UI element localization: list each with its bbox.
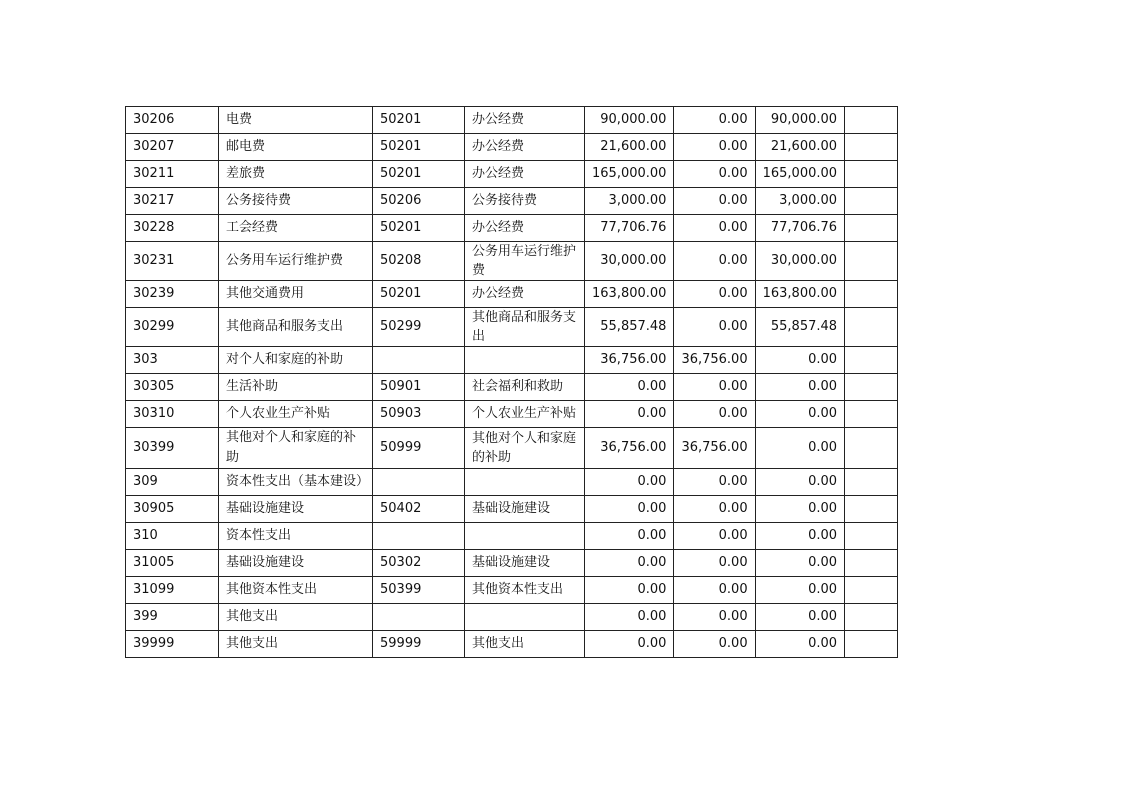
table-row (126, 577, 898, 604)
economic-class-code-cell: 30299 (126, 308, 219, 347)
economic-class-code-cell: 30206 (126, 107, 219, 134)
basic-expenditure-cell: 0.00 (674, 107, 755, 134)
total-amount-cell: 0.00 (585, 631, 674, 658)
gov-class-code-cell: 50201 (373, 215, 465, 242)
economic-class-name-cell: 对个人和家庭的补助 (219, 347, 373, 374)
economic-class-name-cell: 电费 (219, 107, 373, 134)
total-amount-cell: 21,600.00 (585, 134, 674, 161)
project-expenditure-cell: 0.00 (755, 428, 844, 469)
total-amount-cell: 163,800.00 (585, 281, 674, 308)
basic-expenditure-cell: 0.00 (674, 308, 755, 347)
basic-expenditure-cell: 0.00 (674, 523, 755, 550)
basic-expenditure-cell: 0.00 (674, 469, 755, 496)
basic-expenditure-cell: 0.00 (674, 550, 755, 577)
gov-class-name-cell: 办公经费 (465, 161, 585, 188)
project-expenditure-cell: 3,000.00 (755, 188, 844, 215)
blank-cell (845, 496, 898, 523)
total-amount-cell: 0.00 (585, 604, 674, 631)
project-expenditure-cell: 90,000.00 (755, 107, 844, 134)
economic-class-code-cell: 399 (126, 604, 219, 631)
basic-expenditure-cell: 0.00 (674, 242, 755, 281)
table-row (126, 215, 898, 242)
table-row (126, 347, 898, 374)
table-row (126, 188, 898, 215)
project-expenditure-cell: 165,000.00 (755, 161, 844, 188)
total-amount-cell: 36,756.00 (585, 428, 674, 469)
economic-class-name-cell: 其他商品和服务支出 (219, 308, 373, 347)
table-row (126, 308, 898, 347)
gov-class-code-cell: 50201 (373, 107, 465, 134)
blank-cell (845, 577, 898, 604)
gov-class-name-cell: 其他支出 (465, 631, 585, 658)
basic-expenditure-cell: 0.00 (674, 374, 755, 401)
project-expenditure-cell: 0.00 (755, 347, 844, 374)
economic-class-name-cell: 差旅费 (219, 161, 373, 188)
economic-class-code-cell: 30217 (126, 188, 219, 215)
basic-expenditure-cell: 0.00 (674, 604, 755, 631)
table-row (126, 161, 898, 188)
gov-class-name-cell: 其他资本性支出 (465, 577, 585, 604)
economic-class-code-cell: 39999 (126, 631, 219, 658)
table-row (126, 631, 898, 658)
gov-class-name-cell (465, 469, 585, 496)
basic-expenditure-cell: 0.00 (674, 215, 755, 242)
gov-class-name-cell: 基础设施建设 (465, 496, 585, 523)
gov-class-code-cell: 50201 (373, 281, 465, 308)
gov-class-name-cell: 办公经费 (465, 281, 585, 308)
basic-expenditure-cell: 0.00 (674, 281, 755, 308)
project-expenditure-cell: 77,706.76 (755, 215, 844, 242)
economic-class-name-cell: 其他支出 (219, 604, 373, 631)
basic-expenditure-cell: 0.00 (674, 134, 755, 161)
gov-class-code-cell: 50201 (373, 134, 465, 161)
economic-class-code-cell: 31005 (126, 550, 219, 577)
total-amount-cell: 3,000.00 (585, 188, 674, 215)
total-amount-cell: 30,000.00 (585, 242, 674, 281)
economic-class-code-cell: 30305 (126, 374, 219, 401)
project-expenditure-cell: 30,000.00 (755, 242, 844, 281)
total-amount-cell: 165,000.00 (585, 161, 674, 188)
gov-class-code-cell: 50901 (373, 374, 465, 401)
gov-class-name-cell: 办公经费 (465, 134, 585, 161)
blank-cell (845, 107, 898, 134)
gov-class-name-cell: 公务用车运行维护费 (465, 242, 585, 281)
economic-class-code-cell: 30399 (126, 428, 219, 469)
table-row (126, 107, 898, 134)
total-amount-cell: 0.00 (585, 401, 674, 428)
gov-class-code-cell: 50201 (373, 161, 465, 188)
gov-class-name-cell: 个人农业生产补贴 (465, 401, 585, 428)
blank-cell (845, 188, 898, 215)
table-row (126, 401, 898, 428)
gov-class-name-cell: 办公经费 (465, 107, 585, 134)
table-row (126, 523, 898, 550)
total-amount-cell: 0.00 (585, 550, 674, 577)
economic-class-code-cell: 30211 (126, 161, 219, 188)
gov-class-code-cell (373, 523, 465, 550)
blank-cell (845, 374, 898, 401)
table-row (126, 604, 898, 631)
blank-cell (845, 215, 898, 242)
economic-class-name-cell: 生活补助 (219, 374, 373, 401)
gov-class-name-cell (465, 347, 585, 374)
project-expenditure-cell: 0.00 (755, 496, 844, 523)
table-row (126, 550, 898, 577)
gov-class-code-cell (373, 469, 465, 496)
total-amount-cell: 36,756.00 (585, 347, 674, 374)
total-amount-cell: 90,000.00 (585, 107, 674, 134)
basic-expenditure-cell: 0.00 (674, 188, 755, 215)
blank-cell (845, 134, 898, 161)
gov-class-code-cell: 50402 (373, 496, 465, 523)
blank-cell (845, 401, 898, 428)
economic-class-name-cell: 公务接待费 (219, 188, 373, 215)
economic-class-name-cell: 其他资本性支出 (219, 577, 373, 604)
project-expenditure-cell: 0.00 (755, 374, 844, 401)
economic-class-name-cell: 工会经费 (219, 215, 373, 242)
project-expenditure-cell: 163,800.00 (755, 281, 844, 308)
economic-class-code-cell: 30207 (126, 134, 219, 161)
gov-class-code-cell: 50299 (373, 308, 465, 347)
economic-class-name-cell: 其他对个人和家庭的补助 (219, 428, 373, 469)
basic-expenditure-cell: 0.00 (674, 496, 755, 523)
economic-class-code-cell: 30228 (126, 215, 219, 242)
table-row (126, 428, 898, 469)
gov-class-code-cell: 50206 (373, 188, 465, 215)
gov-class-name-cell: 基础设施建设 (465, 550, 585, 577)
blank-cell (845, 347, 898, 374)
blank-cell (845, 604, 898, 631)
blank-cell (845, 523, 898, 550)
project-expenditure-cell: 0.00 (755, 523, 844, 550)
project-expenditure-cell: 0.00 (755, 604, 844, 631)
gov-class-code-cell (373, 604, 465, 631)
project-expenditure-cell: 0.00 (755, 469, 844, 496)
basic-expenditure-cell: 36,756.00 (674, 347, 755, 374)
gov-class-code-cell: 50208 (373, 242, 465, 281)
total-amount-cell: 0.00 (585, 374, 674, 401)
economic-class-code-cell: 30905 (126, 496, 219, 523)
economic-class-code-cell: 30231 (126, 242, 219, 281)
gov-class-name-cell: 办公经费 (465, 215, 585, 242)
blank-cell (845, 469, 898, 496)
gov-class-name-cell: 其他商品和服务支出 (465, 308, 585, 347)
gov-class-code-cell: 50903 (373, 401, 465, 428)
blank-cell (845, 631, 898, 658)
economic-class-code-cell: 303 (126, 347, 219, 374)
table-row (126, 496, 898, 523)
economic-class-name-cell: 个人农业生产补贴 (219, 401, 373, 428)
table-row (126, 374, 898, 401)
gov-class-name-cell: 公务接待费 (465, 188, 585, 215)
economic-class-name-cell: 基础设施建设 (219, 550, 373, 577)
gov-class-code-cell: 59999 (373, 631, 465, 658)
gov-class-name-cell: 其他对个人和家庭的补助 (465, 428, 585, 469)
project-expenditure-cell: 0.00 (755, 631, 844, 658)
economic-class-name-cell: 邮电费 (219, 134, 373, 161)
basic-expenditure-cell: 0.00 (674, 631, 755, 658)
basic-expenditure-cell: 36,756.00 (674, 428, 755, 469)
project-expenditure-cell: 0.00 (755, 577, 844, 604)
project-expenditure-cell: 0.00 (755, 550, 844, 577)
blank-cell (845, 242, 898, 281)
blank-cell (845, 428, 898, 469)
table-row (126, 281, 898, 308)
basic-expenditure-cell: 0.00 (674, 401, 755, 428)
economic-class-name-cell: 公务用车运行维护费 (219, 242, 373, 281)
total-amount-cell: 55,857.48 (585, 308, 674, 347)
total-amount-cell: 0.00 (585, 469, 674, 496)
economic-class-name-cell: 其他交通费用 (219, 281, 373, 308)
project-expenditure-cell: 0.00 (755, 401, 844, 428)
budget-expenditure-table (125, 106, 898, 658)
project-expenditure-cell: 55,857.48 (755, 308, 844, 347)
total-amount-cell: 0.00 (585, 523, 674, 550)
gov-class-code-cell: 50302 (373, 550, 465, 577)
total-amount-cell: 0.00 (585, 496, 674, 523)
table-row (126, 134, 898, 161)
blank-cell (845, 550, 898, 577)
basic-expenditure-cell: 0.00 (674, 161, 755, 188)
total-amount-cell: 0.00 (585, 577, 674, 604)
economic-class-name-cell: 资本性支出 (219, 523, 373, 550)
table-row (126, 469, 898, 496)
economic-class-code-cell: 30239 (126, 281, 219, 308)
basic-expenditure-cell: 0.00 (674, 577, 755, 604)
table-body (126, 107, 898, 658)
gov-class-code-cell: 50399 (373, 577, 465, 604)
economic-class-name-cell: 资本性支出（基本建设） (219, 469, 373, 496)
economic-class-code-cell: 30310 (126, 401, 219, 428)
gov-class-code-cell: 50999 (373, 428, 465, 469)
economic-class-name-cell: 其他支出 (219, 631, 373, 658)
economic-class-name-cell: 基础设施建设 (219, 496, 373, 523)
table-row (126, 242, 898, 281)
gov-class-name-cell: 社会福利和救助 (465, 374, 585, 401)
gov-class-name-cell (465, 604, 585, 631)
total-amount-cell: 77,706.76 (585, 215, 674, 242)
blank-cell (845, 281, 898, 308)
gov-class-code-cell (373, 347, 465, 374)
blank-cell (845, 161, 898, 188)
economic-class-code-cell: 310 (126, 523, 219, 550)
gov-class-name-cell (465, 523, 585, 550)
economic-class-code-cell: 31099 (126, 577, 219, 604)
economic-class-code-cell: 309 (126, 469, 219, 496)
project-expenditure-cell: 21,600.00 (755, 134, 844, 161)
blank-cell (845, 308, 898, 347)
